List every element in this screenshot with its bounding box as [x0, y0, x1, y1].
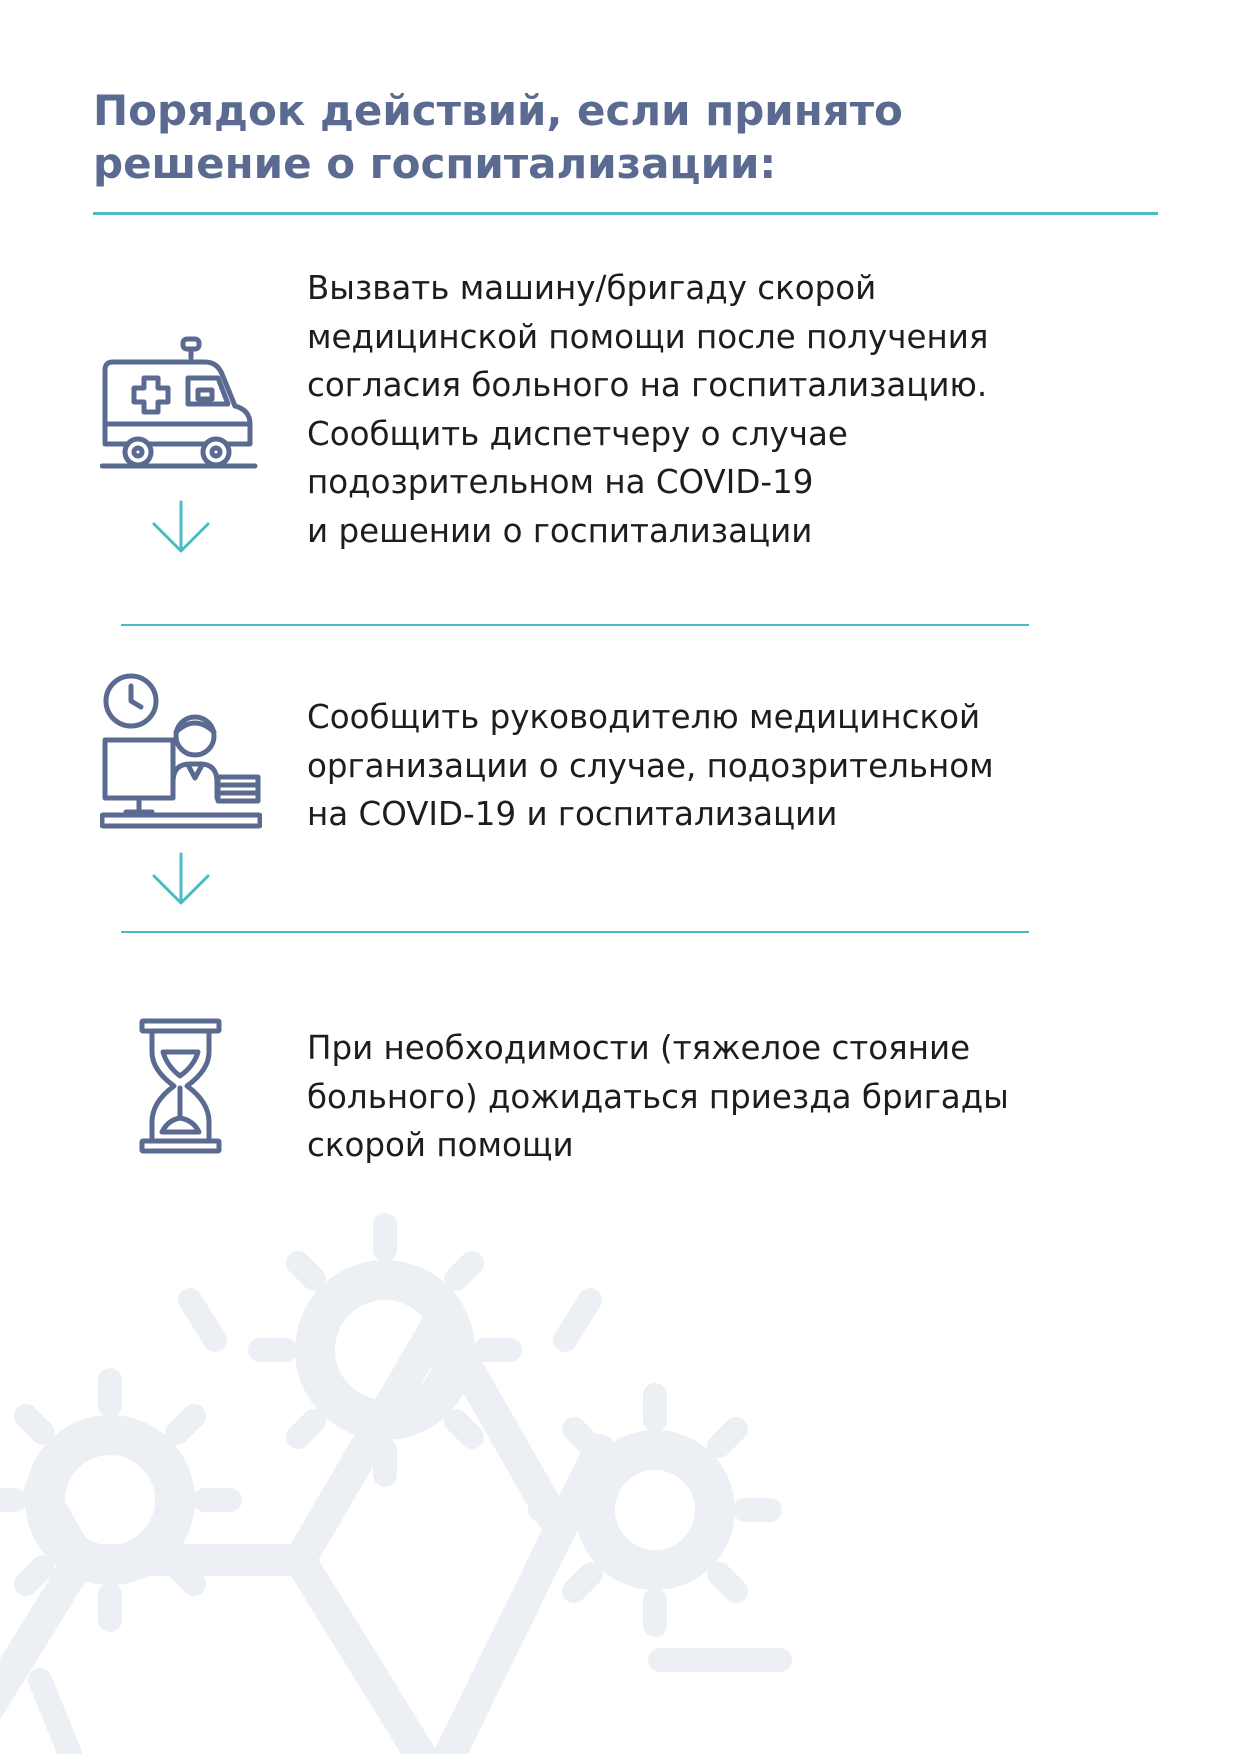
page-title-line-1: Порядок действий, если принято — [93, 86, 903, 135]
step-3-line-3: скорой помощи — [307, 1126, 574, 1164]
doctor-at-desk-icon — [100, 672, 262, 832]
step-2-line-3: на COVID-19 и госпитализации — [307, 795, 838, 833]
step-divider-1 — [121, 624, 1029, 626]
step-1-line-5: подозрительном на COVID-19 — [307, 463, 814, 501]
step-1-line-1: Вызвать машину/бригаду скорой — [307, 269, 877, 307]
step-divider-2 — [121, 931, 1029, 933]
step-2-text — [307, 693, 1097, 839]
page-title — [93, 84, 1153, 190]
step-2-line-2: организации о случае, подозрительном — [307, 746, 994, 785]
virus-pattern-background — [0, 1200, 1240, 1754]
step-3-line-1: При необходимости (тяжелое стояние — [307, 1029, 971, 1067]
hourglass-icon — [138, 1018, 224, 1156]
title-underline — [93, 212, 1158, 215]
step-3-line-2: больного) дожидаться приезда бригады — [307, 1077, 1009, 1116]
ambulance-icon — [100, 336, 260, 476]
page-title-line-2: решение о госпитализации: — [93, 139, 777, 188]
step-3-text — [307, 1024, 1097, 1170]
step-1-text — [307, 264, 1097, 555]
step-1-line-4: Сообщить диспетчеру о случае — [307, 414, 848, 453]
arrow-down-icon — [150, 500, 212, 556]
arrow-down-icon — [150, 852, 212, 908]
step-2-line-1: Сообщить руководителю медицинской — [307, 698, 981, 736]
step-1-line-3: согласия больного на госпитализацию. — [307, 366, 988, 404]
step-1-line-6: и решении о госпитализации — [307, 511, 813, 550]
step-1-line-2: медицинской помощи после получения — [307, 317, 989, 356]
